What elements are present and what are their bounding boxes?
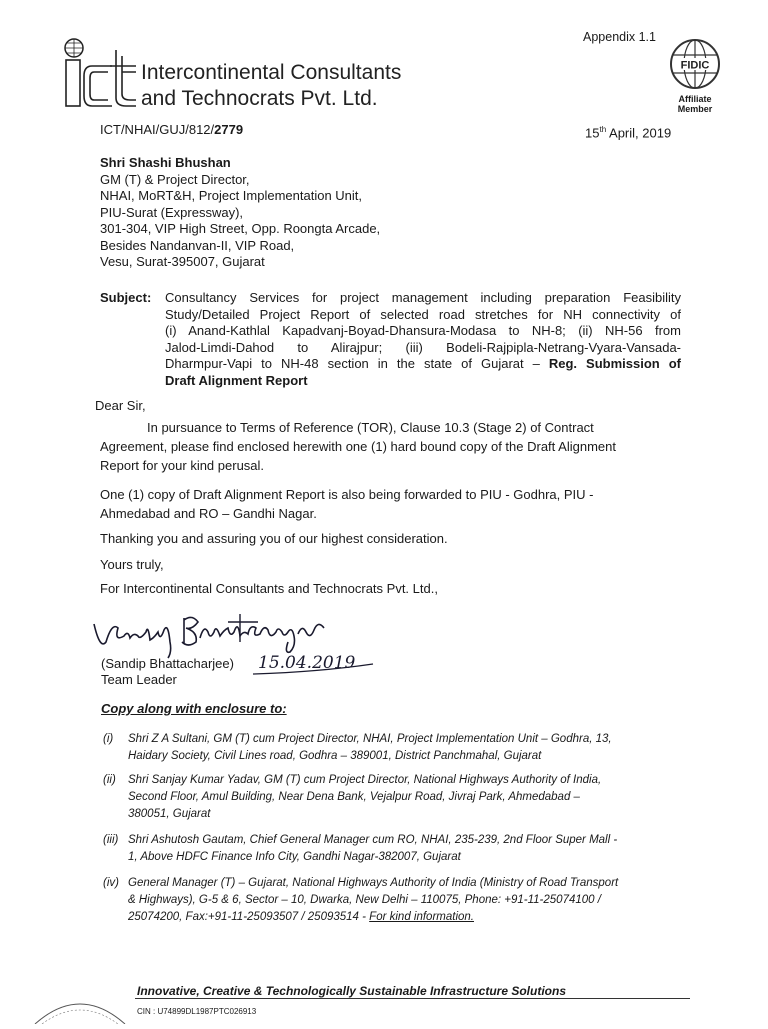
ref-prefix: ICT/NHAI/GUJ/812/ bbox=[100, 122, 215, 137]
address-line: NHAI, MoRT&H, Project Implementation Unit, bbox=[100, 188, 363, 203]
para-line: Agreement, please find enclosed herewith one (1) hard bound copy of the Draft Alignment bbox=[100, 439, 616, 454]
salutation: Dear Sir, bbox=[95, 398, 146, 413]
paragraph-2 bbox=[100, 485, 680, 523]
para-line: One (1) copy of Draft Alignment Report is also being forwarded to PIU - Godhra, PIU - bbox=[100, 487, 594, 502]
copy-to-heading: Copy along with enclosure to: bbox=[101, 701, 287, 716]
subject-line5-text: Dharmpur-Vapi to NH-48 section in the state of Gujarat – bbox=[165, 356, 549, 371]
letter-date bbox=[585, 121, 671, 141]
badge-caption2: Member bbox=[677, 104, 713, 114]
company-name-line1: Intercontinental Consultants bbox=[141, 61, 402, 84]
date-suffix: th bbox=[599, 125, 607, 134]
signatory-name: (Sandip Bhattacharjee) bbox=[101, 656, 234, 671]
recipient-name: Shri Shashi Bhushan bbox=[100, 155, 231, 170]
subject-line: Study/Detailed Project Report of selected road stretches for NH connectivity of bbox=[165, 306, 681, 322]
address-line: Besides Nandanvan-II, VIP Road, bbox=[100, 237, 295, 253]
subject-label: Subject: bbox=[100, 290, 152, 305]
copy-item-line: Shri Z A Sultani, GM (T) cum Project Director, NHAI, Project Implementation Unit – Godhra, 13, bbox=[128, 733, 612, 745]
copy-item-line: 380051, Gujarat bbox=[128, 808, 211, 820]
date-day: 15 bbox=[585, 125, 600, 141]
subject-line: Jalod-Limdi-Dahod to Alirajpur; (iii) Bodeli-Rajpipla-Netrang-Vyara-Vansada- bbox=[165, 339, 681, 355]
address-line: PIU-Surat (Expressway), bbox=[100, 204, 244, 220]
copy-item-line: Haidary Society, Civil Lines road, Godhra – 389001, District Panchmahal, Gujarat bbox=[128, 750, 542, 762]
subject-text bbox=[165, 290, 681, 389]
for-company: For Intercontinental Consultants and Technocrats Pvt. Ltd., bbox=[100, 581, 438, 596]
address-line: GM (T) & Project Director, bbox=[100, 171, 250, 187]
ref-number: 2779 bbox=[214, 122, 244, 137]
paragraph-1 bbox=[100, 418, 680, 475]
copy-item-line: 1, Above HDFC Finance Info City, Gandhi Nagar-382007, Gujarat bbox=[128, 851, 461, 863]
ict-logo bbox=[60, 36, 142, 117]
copy-item-line: Shri Ashutosh Gautam, Chief General Manager cum RO, NHAI, 235-239, 2nd Floor Super Mall - bbox=[128, 834, 618, 846]
para-line: Report for your kind perusal. bbox=[100, 458, 265, 473]
badge-caption1: Affiliate bbox=[678, 94, 712, 104]
date-rest: April, 2019 bbox=[606, 125, 672, 141]
copy-item-number: (ii) bbox=[103, 774, 116, 786]
copy-item-line: Shri Sanjay Kumar Yadav, GM (T) cum Project Director, National Highways Authority of India, bbox=[128, 774, 602, 786]
copy-item bbox=[103, 875, 683, 927]
reference-number bbox=[100, 121, 243, 138]
fidic-text: FIDIC bbox=[680, 59, 710, 72]
para-line: In pursuance to Terms of Reference (TOR), Clause 10.3 (Stage 2) of Contract bbox=[147, 420, 594, 435]
company-name-line2: and Technocrats Pvt. Ltd. bbox=[141, 87, 378, 110]
cin-number: CIN : U74899DL1987PTC026913 bbox=[137, 1007, 257, 1016]
subject-line: Draft Alignment Report bbox=[165, 372, 308, 388]
handwritten-date: 15.04.2019 bbox=[258, 653, 356, 673]
address-line: Vesu, Surat-395007, Gujarat bbox=[100, 254, 265, 269]
subject-line: (i) Anand-Kathlal Kapadvanj-Boyad-Dhansura-Modasa to NH-8; (ii) NH-56 from bbox=[165, 323, 681, 338]
paragraph-3: Thanking you and assuring you of our highest consideration. bbox=[100, 531, 448, 546]
para-line: Ahmedabad and RO – Gandhi Nagar. bbox=[100, 506, 317, 521]
copy-item-line: Second Floor, Amul Building, Near Dena Bank, Vejalpur Road, Jivraj Park, Ahmedabad – bbox=[128, 791, 580, 803]
copy-item bbox=[103, 832, 683, 868]
copy-item-number: (i) bbox=[103, 733, 114, 745]
copy-item bbox=[103, 772, 683, 824]
appendix-label: Appendix 1.1 bbox=[583, 30, 656, 44]
copy-item-number: (iv) bbox=[103, 877, 119, 889]
for-kind-information-link: For kind information. bbox=[369, 911, 474, 923]
closing: Yours truly, bbox=[100, 557, 164, 572]
subject-line bbox=[165, 356, 681, 373]
subject-line: Consultancy Services for project management including preparation Feasibility bbox=[165, 290, 681, 305]
signatory-title: Team Leader bbox=[101, 672, 177, 687]
footer-tagline: Innovative, Creative & Technologically Sustainable Infrastructure Solutions bbox=[137, 984, 566, 998]
copy-item-line: & Highways), G-5 & 6, Sector – 10, Dwarka, New Delhi – 110075, Phone: +91-11-25074100 / bbox=[128, 894, 601, 906]
copy-item bbox=[103, 731, 683, 771]
copy-item-line bbox=[128, 909, 474, 926]
copy-item-line-text: 25074200, Fax:+91-11-25093507 / 25093514 - bbox=[128, 911, 370, 923]
fidic-badge bbox=[666, 38, 724, 114]
copy-item-number: (iii) bbox=[103, 834, 119, 846]
subject-line5-bold: Reg. Submission of bbox=[548, 356, 681, 371]
address-line: 301-304, VIP High Street, Opp. Roongta Arcade, bbox=[100, 221, 381, 236]
copy-item-line: General Manager (T) – Gujarat, National Highways Authority of India (Ministry of Road Transport bbox=[128, 877, 619, 889]
recipient-address bbox=[100, 155, 380, 271]
footer-divider bbox=[135, 998, 690, 999]
